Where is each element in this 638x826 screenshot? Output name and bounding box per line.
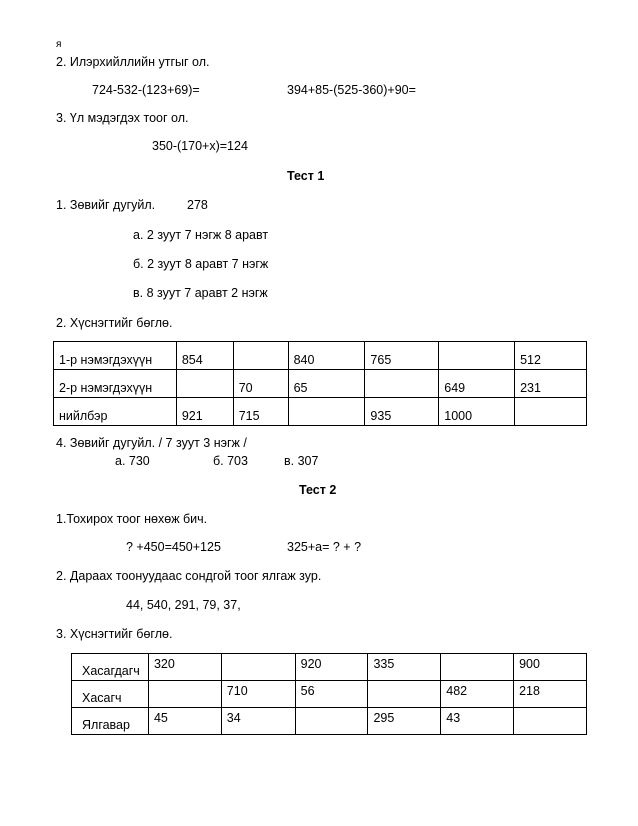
q3-title: 3. Үл мэдэгдэх тоог ол. [56, 111, 189, 125]
table-cell: 482 [441, 681, 514, 708]
table-cell: 710 [221, 681, 295, 708]
test1-q4-option-a: а. 730 [115, 454, 150, 468]
table-cell[interactable] [515, 398, 587, 426]
test1-q4-title: 4. Зөвийг дугуйл. / 7 зуут 3 нэгж / [56, 436, 247, 450]
table-cell: 920 [295, 654, 368, 681]
test1-q1-title: 1. Зөвийг дугуйл. [56, 198, 156, 212]
test2-q1-expression-2: 325+a= ? + ? [287, 540, 362, 554]
test1-q2-title: 2. Хүснэгтийг бөглө. [56, 316, 173, 330]
table-cell: 649 [439, 370, 515, 398]
table-cell: 1000 [439, 398, 515, 426]
table-cell[interactable] [288, 398, 365, 426]
table-row [72, 654, 587, 681]
test1-option-c: в. 8 зуут 7 аравт 2 нэгж [133, 286, 268, 300]
test1-q4-option-b: б. 703 [213, 454, 248, 468]
table-cell[interactable] [176, 370, 233, 398]
table-cell: нийлбэр [54, 398, 177, 426]
test2-subtraction-table [71, 653, 587, 735]
test2-q1-expression-1: ? +450=450+125 [126, 540, 221, 554]
table-cell: 43 [441, 708, 514, 735]
table-cell: 231 [515, 370, 587, 398]
test1-option-b: б. 2 зуут 8 аравт 7 нэгж [133, 257, 269, 271]
table-cell: 70 [233, 370, 288, 398]
table-row [72, 681, 587, 708]
table-cell: 320 [148, 654, 221, 681]
table-cell: 935 [365, 398, 439, 426]
table-cell: 854 [176, 342, 233, 370]
test2-q3-title: 3. Хүснэгтийг бөглө. [56, 627, 173, 641]
test2-q1-title: 1.Тохирох тоог нөхөж бич. [56, 512, 208, 526]
table-cell[interactable] [221, 654, 295, 681]
table-cell: 840 [288, 342, 365, 370]
table-row [54, 342, 587, 370]
test2-q2-numbers: 44, 540, 291, 79, 37, [126, 598, 241, 612]
table-cell[interactable] [148, 681, 221, 708]
table-cell: 218 [514, 681, 587, 708]
table-cell[interactable] [295, 708, 368, 735]
table-row [54, 398, 587, 426]
table-row [72, 708, 587, 735]
table-cell: 715 [233, 398, 288, 426]
table-cell: 512 [515, 342, 587, 370]
table-row [54, 370, 587, 398]
test2-q2-title: 2. Дараах тоонуудаас сондгой тоог ялгаж зур. [56, 569, 322, 583]
table-cell[interactable] [365, 370, 439, 398]
test1-q4-option-c: в. 307 [284, 454, 319, 468]
q2-expression-1: 724-532-(123+69)= [92, 83, 200, 97]
table-cell: Ялгавар [72, 708, 149, 735]
table-cell[interactable] [441, 654, 514, 681]
table-cell[interactable] [439, 342, 515, 370]
test2-heading: Тест 2 [299, 483, 337, 497]
q2-title: 2. Илэрхийллийн утгыг ол. [56, 55, 210, 69]
test1-q1-number: 278 [187, 198, 208, 212]
table-cell: Хасагдагч [72, 654, 149, 681]
table-cell: 65 [288, 370, 365, 398]
table-cell[interactable] [368, 681, 441, 708]
q3-expression: 350-(170+x)=124 [152, 139, 248, 153]
table-cell: 765 [365, 342, 439, 370]
test1-heading: Тест 1 [287, 169, 325, 183]
table-cell[interactable] [514, 708, 587, 735]
top-mark: я [56, 39, 62, 50]
table-cell: 34 [221, 708, 295, 735]
table-cell: 921 [176, 398, 233, 426]
table-cell: 295 [368, 708, 441, 735]
table-cell: 1-р нэмэгдэхүүн [54, 342, 177, 370]
table-cell: Хасагч [72, 681, 149, 708]
test1-option-a: а. 2 зуут 7 нэгж 8 аравт [133, 228, 269, 242]
table-cell[interactable] [233, 342, 288, 370]
q2-expression-2: 394+85-(525-360)+90= [287, 83, 416, 97]
test1-addition-table [53, 341, 587, 426]
table-cell: 2-р нэмэгдэхүүн [54, 370, 177, 398]
table-cell: 335 [368, 654, 441, 681]
table-cell: 45 [148, 708, 221, 735]
table-cell: 56 [295, 681, 368, 708]
table-cell: 900 [514, 654, 587, 681]
